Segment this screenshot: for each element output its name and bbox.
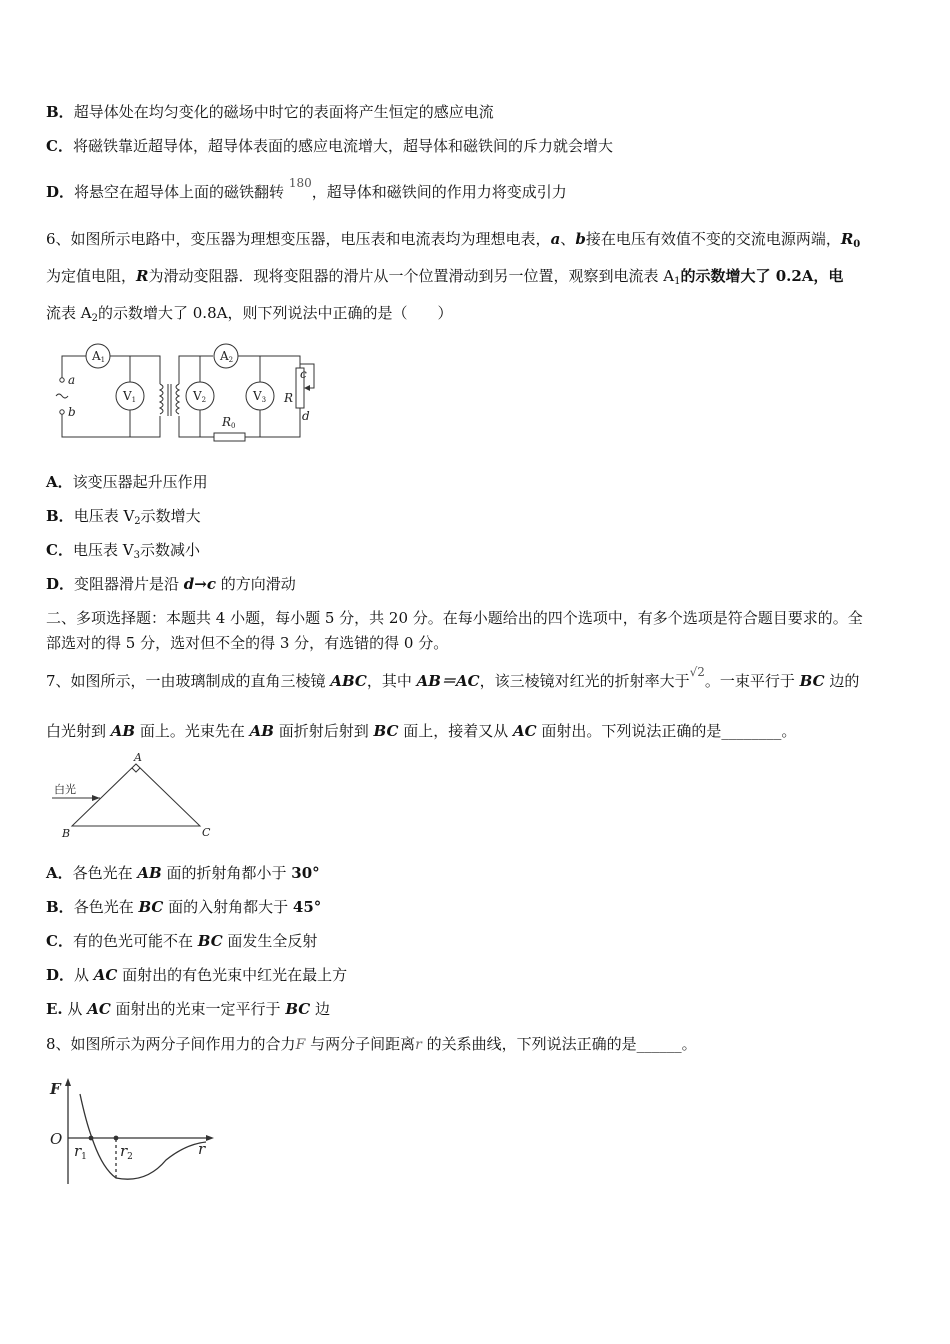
q5-option-c — [46, 136, 613, 156]
var-a: a — [550, 230, 561, 248]
fig-v2-label: V2 — [193, 389, 207, 404]
section2-line1: 二、多项选择题：本题共 4 小题，每小题 5 分，共 20 分。在每小题给出的四个选项中，有多个选项是符合题目要求的。全 — [46, 609, 863, 627]
var-b: b — [575, 230, 586, 248]
question-number: 8、 — [46, 1035, 71, 1053]
q5-option-b — [46, 102, 494, 122]
option-text: 将磁铁靠近超导体，超导体表面的感应电流增大，超导体和磁铁间的斥力就会增大 — [72, 137, 613, 155]
stem-text: 白光射到 — [46, 722, 111, 740]
option-label: B． — [46, 507, 74, 525]
option-label: D． — [46, 966, 75, 984]
option-text: 面射出的有色光束中红光在最上方 — [117, 966, 348, 984]
sub: 2 — [91, 313, 98, 324]
stem-text: 的示数增大了 0.8A，则下列说法中正确的是（ ） — [97, 304, 453, 322]
q7-option-b — [46, 897, 321, 917]
var: BC — [285, 1000, 311, 1018]
question-number: 7、 — [46, 672, 71, 690]
fig-v1-label: V1 — [123, 389, 137, 404]
stem-text: 面上，接着又从 — [398, 722, 513, 740]
prism-diagram — [48, 750, 218, 842]
q7-option-d — [46, 965, 347, 985]
var: ABC — [330, 672, 367, 690]
option-text: 的方向滑动 — [216, 575, 296, 593]
fig-a1-label: A1 — [92, 349, 106, 364]
q6-option-c — [46, 540, 200, 566]
stem-text: 。一束平行于 — [704, 672, 800, 690]
q7-option-a — [46, 863, 320, 883]
stem-text: 为定值电阻， — [46, 267, 137, 285]
var: AB — [137, 864, 162, 882]
q6-stem-line3 — [46, 303, 452, 329]
force-distance-graph — [46, 1072, 218, 1190]
stem-text: 接在电压有效值不变的交流电源两端， — [585, 230, 841, 248]
stem-text: 面上。光束先在 — [135, 722, 250, 740]
option-label: C． — [46, 137, 73, 155]
fig-axis-f: F — [50, 1080, 61, 1098]
fig-d-label: d — [302, 409, 310, 423]
option-text: 各色光在 — [73, 898, 139, 916]
q6-stem-line1 — [46, 229, 860, 255]
sub: 2 — [134, 516, 141, 527]
stem-text: 边的 — [824, 672, 860, 690]
sub: 1 — [674, 276, 681, 287]
stem-text: 的示数增大了 0.2A，电 — [680, 267, 844, 285]
sep: 、 — [560, 230, 576, 248]
stem-text: ，其中 — [366, 672, 417, 690]
fig-origin-o: O — [50, 1130, 63, 1148]
q6-option-a — [46, 472, 208, 492]
option-label: A． — [46, 864, 73, 882]
stem-text: ，该三棱镜对红光的折射率大于 — [479, 672, 690, 690]
var: BC — [373, 722, 399, 740]
sqrt-value: √2 — [689, 665, 705, 679]
stem-text: 如图所示电路中，变压器为理想变压器，电压表和电流表均为理想电表， — [70, 230, 551, 248]
stem-text: 如图所示为两分子间作用力的合力 — [70, 1035, 296, 1053]
option-text: 电压表 V — [72, 541, 134, 559]
fig-a-label: a — [68, 373, 76, 387]
fig-vertex-b: B — [62, 827, 71, 840]
sub: 3 — [133, 550, 140, 561]
option-text: 示数减小 — [139, 541, 200, 559]
var-r0: R — [840, 230, 854, 248]
option-text: 该变压器起升压作用 — [72, 473, 208, 491]
sub: 0 — [853, 239, 861, 250]
q6-option-b — [46, 506, 201, 532]
var: AC — [512, 722, 537, 740]
direction: d→c — [183, 575, 216, 593]
option-label: B． — [46, 898, 74, 916]
var: AB — [249, 722, 274, 740]
var-r: R — [136, 267, 149, 285]
stem-text: 如图所示，一由玻璃制成的直角三棱镜 — [70, 672, 331, 690]
q5-option-d — [46, 176, 567, 203]
stem-text: 为滑动变阻器．现将变阻器的滑片从一个位置滑动到另一位置，观察到电流表 A — [148, 267, 675, 285]
stem-text: 面折射后射到 — [273, 722, 374, 740]
option-text: 各色光在 — [72, 864, 138, 882]
var: BC — [138, 898, 164, 916]
var-f: F — [295, 1037, 306, 1053]
fig-r-label: R — [284, 391, 294, 405]
fig-v3-label: V3 — [253, 389, 267, 404]
var: AC — [87, 1000, 111, 1018]
fig-axis-r: r — [198, 1140, 206, 1158]
option-text: 从 — [62, 1000, 88, 1018]
option-text: 面的入射角都大于 — [163, 898, 293, 916]
option-label: D． — [46, 575, 75, 593]
option-label: A． — [46, 473, 73, 491]
option-text: 电压表 V — [73, 507, 135, 525]
fig-vertex-a: A — [134, 751, 142, 764]
fig-light-label: 白光 — [54, 783, 76, 796]
section2-line2: 部选对的得 5 分，选对但不全的得 3 分，有选错的得 0 分。 — [46, 634, 449, 652]
option-text: 从 — [74, 966, 94, 984]
option-text-after: ，超导体和磁铁间的作用力将变成引力 — [311, 183, 567, 201]
q8-stem — [46, 1034, 697, 1055]
var: AB＝AC — [416, 672, 480, 690]
fig-r1-label: $r_1$ — [74, 1142, 87, 1162]
stem-text: 流表 A — [46, 304, 92, 322]
option-text: 面射出的光束一定平行于 — [110, 1000, 286, 1018]
q7-stem-line2 — [46, 721, 796, 741]
var: AC — [93, 966, 118, 984]
circuit-diagram — [48, 340, 328, 445]
var: BC — [799, 672, 825, 690]
q6-option-d — [46, 574, 296, 594]
q7-option-e — [46, 999, 330, 1019]
fig-r2-label: $r_2$ — [120, 1142, 133, 1162]
question-number: 6、 — [46, 230, 71, 248]
q6-stem-line2 — [46, 266, 843, 292]
fig-vertex-c: C — [202, 826, 211, 839]
value: 45° — [292, 898, 322, 916]
option-label: D． — [46, 183, 75, 201]
option-label: E. — [46, 1000, 63, 1018]
option-text: 变阻器滑片是沿 — [74, 575, 184, 593]
fig-r0-label: R0 — [222, 415, 236, 430]
option-text: 示数增大 — [140, 507, 201, 525]
option-text: 超导体处在均匀变化的磁场中时它的表面将产生恒定的感应电流 — [73, 103, 494, 121]
fig-c-label: c — [300, 367, 307, 381]
option-label: B． — [46, 103, 74, 121]
q7-option-c — [46, 931, 317, 951]
var: BC — [197, 932, 223, 950]
fig-b-label: b — [68, 405, 76, 419]
stem-text: 面射出。下列说法正确的是________。 — [536, 722, 797, 740]
option-label: C． — [46, 541, 73, 559]
option-text: 有的色光可能不在 — [72, 932, 198, 950]
option-text: 面发生全反射 — [222, 932, 318, 950]
var: AB — [110, 722, 136, 740]
option-label: C． — [46, 932, 73, 950]
value: 30° — [291, 864, 320, 882]
angle-value: 180 — [288, 176, 312, 190]
stem-text: 的关系曲线，下列说法正确的是______。 — [426, 1035, 697, 1053]
stem-text: 与两分子间距离 — [310, 1035, 416, 1053]
option-text: 将悬空在超导体上面的磁铁翻转 — [74, 183, 285, 201]
option-text: 边 — [310, 1000, 331, 1018]
q7-stem-line1 — [46, 665, 860, 692]
var-r: r — [415, 1037, 422, 1053]
option-text: 面的折射角都小于 — [161, 864, 292, 882]
fig-a2-label: A2 — [220, 349, 234, 364]
